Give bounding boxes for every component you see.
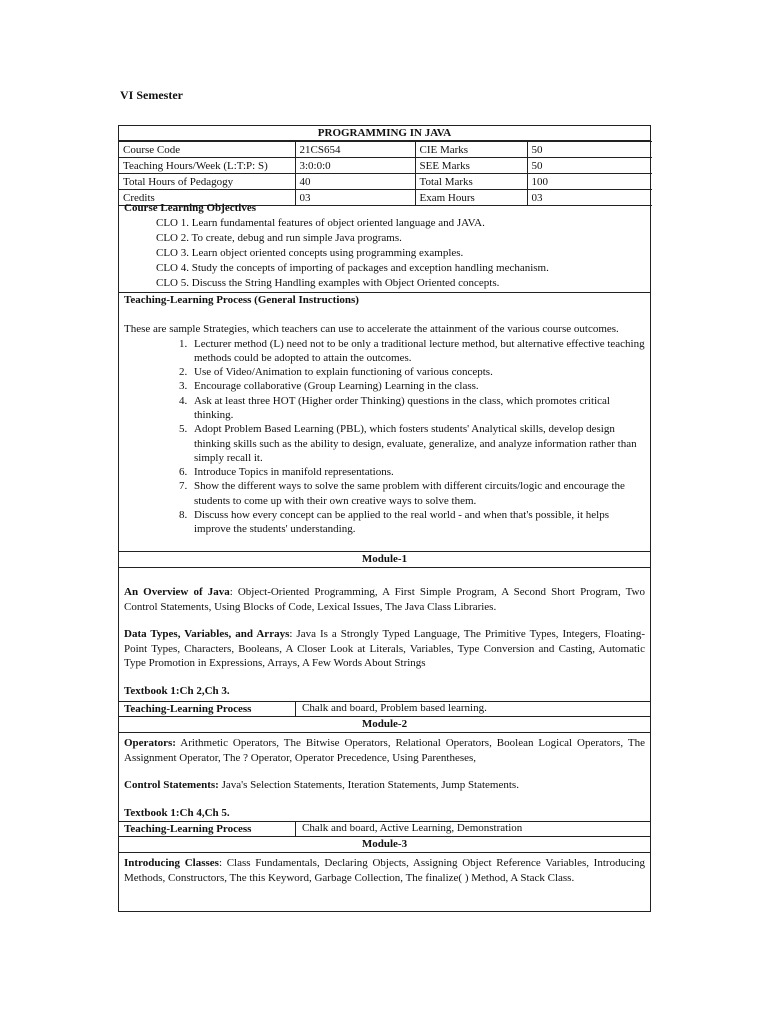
- course-title: PROGRAMMING IN JAVA: [119, 126, 650, 141]
- topic-label: Operators:: [124, 737, 176, 749]
- info-label-cell: Total Hours of Pedagogy: [119, 174, 295, 190]
- info-label-cell: Exam Hours: [415, 190, 527, 206]
- module-3-classes: [124, 856, 645, 885]
- strategy-item: 1. Lecturer method (L) need not to be only a traditional lecture method, but alternative effective teaching methods could be adopted to attain the outcomes.: [190, 337, 645, 366]
- info-value-cell: 3:0:0:0: [295, 158, 415, 174]
- info-label-cell: Teaching Hours/Week (L:T:P: S): [119, 158, 295, 174]
- module-2-control: [124, 778, 645, 793]
- strategy-item: 7. Show the different ways to solve the same problem with different circuits/logic and encourage the students to come up with their own creative ways to solve them.: [190, 479, 645, 508]
- strategy-list: [124, 337, 645, 537]
- tlp-value: Chalk and board, Active Learning, Demonstration: [295, 821, 522, 837]
- module-3-content: [119, 853, 650, 911]
- module-2-content: [119, 733, 650, 821]
- tlp-general-intro: These are sample Strategies, which teachers can use to accelerate the attainment of the various course outcomes.: [124, 323, 619, 335]
- course-info-row: [119, 142, 652, 158]
- info-label-cell: Credits: [119, 190, 295, 206]
- clo-item: CLO 4. Study the concepts of importing of packages and exception handling mechanism.: [156, 262, 549, 274]
- info-value-cell: 50: [527, 158, 652, 174]
- clo-heading: Course Learning Objectives: [124, 202, 256, 214]
- clo-item: CLO 1. Learn fundamental features of object oriented language and JAVA.: [156, 217, 485, 229]
- module-1-content: [119, 568, 650, 702]
- course-info-row: [119, 174, 652, 190]
- strategy-item: 4. Ask at least three HOT (Higher order Thinking) questions in the class, which promotes critical thinking.: [190, 394, 645, 423]
- course-info-table: [119, 141, 652, 206]
- module-2-tlp-row: [119, 821, 650, 837]
- topic-text: : Java Is a Strongly Typed Language, The Primitive Types, Integers, Floating-Point Types, Characters, Booleans, A Closer Look at Literals, Variables, Type Conversion and Casting, Automatic Type Promotion in Expressions, Arrays, A Few Words About Strings: [124, 628, 645, 669]
- module-1-datatypes: [124, 627, 645, 671]
- info-value-cell: 03: [527, 190, 652, 206]
- module-2-operators: [124, 736, 645, 765]
- topic-label: Introducing Classes: [124, 857, 219, 869]
- tlp-general-section: [119, 293, 650, 552]
- topic-label: An Overview of Java: [124, 586, 230, 598]
- module-1-textbook: Textbook 1:Ch 2,Ch 3.: [124, 684, 230, 697]
- info-value-cell: 40: [295, 174, 415, 190]
- module-2-textbook: Textbook 1:Ch 4,Ch 5.: [124, 806, 230, 819]
- tlp-value: Chalk and board, Problem based learning.: [295, 701, 487, 717]
- syllabus-frame: [118, 125, 651, 912]
- topic-label: Control Statements:: [124, 779, 219, 791]
- module-1-tlp-row: [119, 701, 650, 717]
- topic-text: Java's Selection Statements, Iteration Statements, Jump Statements.: [218, 779, 519, 791]
- info-value-cell: 50: [527, 142, 652, 158]
- strategy-item: 2. Use of Video/Animation to explain functioning of various concepts.: [190, 365, 645, 379]
- module-1-title: Module-1: [119, 552, 650, 568]
- module-3-title: Module-3: [119, 837, 650, 853]
- strategy-item: 8. Discuss how every concept can be applied to the real world - and when that's possible, it helps improve the students' understanding.: [190, 508, 645, 537]
- strategy-item: 6. Introduce Topics in manifold representations.: [190, 465, 645, 479]
- tlp-label: Teaching-Learning Process: [124, 703, 252, 715]
- info-label-cell: SEE Marks: [415, 158, 527, 174]
- info-label-cell: CIE Marks: [415, 142, 527, 158]
- topic-label: Data Types, Variables, and Arrays: [124, 628, 290, 640]
- info-value-cell: 03: [295, 190, 415, 206]
- clo-item: CLO 3. Learn object oriented concepts using programming examples.: [156, 247, 464, 259]
- topic-text: : Object-Oriented Programming, A First Simple Program, A Second Short Program, Two Control Statements, Using Blocks of Code, Lexical Issues, The Java Class Libraries.: [124, 586, 645, 613]
- info-value-cell: 100: [527, 174, 652, 190]
- strategy-item: 5. Adopt Problem Based Learning (PBL), which fosters students' Analytical skills, develop design thinking skills such as the ability to design, evaluate, generalize, and analyze information rather than simply recall it.: [190, 422, 645, 465]
- info-value-cell: 21CS654: [295, 142, 415, 158]
- clo-section: [119, 201, 650, 293]
- strategy-item: 3. Encourage collaborative (Group Learning) Learning in the class.: [190, 379, 645, 393]
- clo-item: CLO 2. To create, debug and run simple Java programs.: [156, 232, 402, 244]
- course-info-row: [119, 158, 652, 174]
- tlp-general-heading: Teaching-Learning Process (General Instructions): [124, 294, 359, 306]
- info-label-cell: Total Marks: [415, 174, 527, 190]
- topic-text: : Class Fundamentals, Declaring Objects, Assigning Object Reference Variables, Introducing Methods, Constructors, The this Keyword, Garbage Collection, The finalize( ) Method, A Stack Class.: [124, 857, 646, 884]
- info-label-cell: Course Code: [119, 142, 295, 158]
- topic-text: Arithmetic Operators, The Bitwise Operators, Relational Operators, Boolean Logical Operators, The Assignment Operator, The ? Operator, Operator Precedence, Using Parentheses,: [124, 737, 645, 764]
- module-1-overview: [124, 585, 645, 614]
- clo-item: CLO 5. Discuss the String Handling examples with Object Oriented concepts.: [156, 277, 500, 289]
- module-2-title: Module-2: [119, 717, 650, 733]
- tlp-label: Teaching-Learning Process: [124, 823, 252, 835]
- semester-heading: VI Semester: [120, 88, 183, 102]
